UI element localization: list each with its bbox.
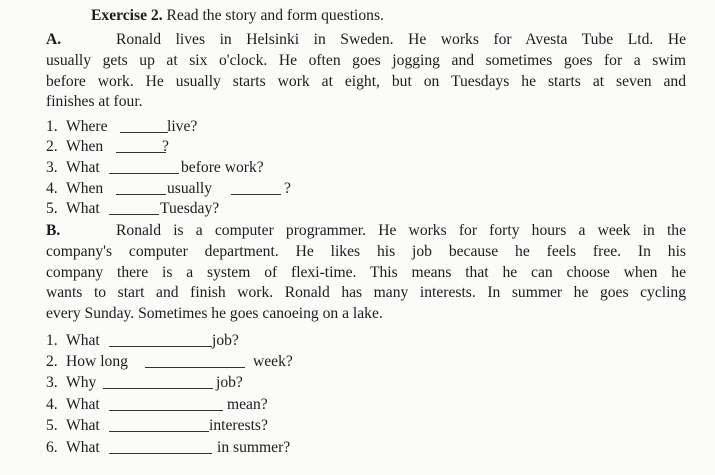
question-tail: live? — [167, 118, 198, 135]
question-start: What — [66, 332, 100, 349]
story-line-text: Ronald lives in Helsinki in Sweden. He works for Avesta Tube Ltd. He — [116, 31, 686, 48]
answer-blank[interactable] — [109, 396, 223, 411]
question-number: 5. — [46, 200, 58, 217]
story-line: company's computer department. He likes his job because he feels free. In his — [46, 242, 686, 260]
question-start: When — [66, 138, 104, 155]
question-number: 3. — [46, 159, 58, 176]
question-tail: mean? — [227, 396, 268, 413]
answer-blank[interactable] — [145, 353, 245, 368]
question-a-5 — [46, 199, 220, 219]
story-line: every Sunday. Sometimes he goes canoeing on a lake. — [46, 305, 383, 323]
story-line: before work. He usually starts work at eight, but on Tuesdays he starts at seven and — [46, 72, 686, 90]
answer-blank[interactable] — [231, 180, 281, 195]
exercise-title — [91, 6, 384, 26]
section-a-story — [46, 30, 686, 113]
answer-blank[interactable] — [120, 118, 168, 133]
story-line-text: Ronald is a computer programmer. He works for forty hours a week in the — [116, 222, 686, 239]
question-start: What — [66, 200, 100, 217]
question-tail: usually — [167, 180, 213, 197]
exercise-label: Exercise 2. — [91, 7, 163, 24]
question-a-4 — [46, 179, 291, 199]
question-b-1 — [46, 331, 239, 351]
question-tail: before work? — [181, 159, 264, 176]
question-number: 1. — [46, 118, 58, 135]
question-a-2 — [46, 137, 169, 157]
question-b-5 — [46, 416, 268, 436]
question-number: 4. — [46, 396, 58, 413]
question-start: What — [66, 417, 100, 434]
story-line: usually gets up at six o'clock. He often goes jogging and sometimes goes for a swim — [46, 51, 686, 69]
question-number: 5. — [46, 417, 58, 434]
exercise-instruction: Read the story and form questions. — [166, 7, 384, 24]
question-number: 2. — [46, 353, 58, 370]
question-tail: week? — [253, 353, 293, 370]
question-start: When — [66, 180, 104, 197]
answer-blank[interactable] — [116, 180, 166, 195]
question-tail: Tuesday? — [160, 200, 220, 217]
question-start: Where — [66, 118, 108, 135]
question-tail: job? — [212, 332, 239, 349]
question-b-4 — [46, 395, 268, 415]
answer-blank[interactable] — [109, 159, 179, 174]
question-number: 4. — [46, 180, 58, 197]
question-tail: interests? — [209, 417, 268, 434]
question-tail: job? — [216, 374, 243, 391]
answer-blank[interactable] — [116, 138, 166, 153]
question-a-3 — [46, 158, 264, 178]
section-a-label: A. — [46, 31, 62, 48]
question-tail: ? — [162, 138, 169, 155]
story-line: company there is a system of flexi-time. This means that he can choose when he — [46, 263, 686, 281]
section-b-story — [46, 221, 686, 325]
question-tail: in summer? — [217, 439, 291, 456]
section-b-label: B. — [46, 222, 61, 239]
question-tail: ? — [284, 180, 291, 197]
question-start: How long — [66, 353, 128, 370]
question-b-3 — [46, 373, 243, 393]
question-number: 1. — [46, 332, 58, 349]
answer-blank[interactable] — [103, 374, 213, 389]
answer-blank[interactable] — [109, 332, 212, 347]
story-line: wants to start and finish work. Ronald has many interests. In summer he goes cycling — [46, 284, 686, 302]
question-number: 3. — [46, 374, 58, 391]
question-number: 2. — [46, 138, 58, 155]
question-start: Why — [66, 374, 97, 391]
story-line — [46, 221, 686, 242]
answer-blank[interactable] — [109, 200, 159, 215]
question-start: What — [66, 439, 100, 456]
answer-blank[interactable] — [109, 439, 212, 454]
question-start: What — [66, 396, 100, 413]
question-b-2 — [46, 352, 293, 372]
question-start: What — [66, 159, 100, 176]
question-b-6 — [46, 438, 291, 458]
story-line: finishes at four. — [46, 93, 143, 111]
question-a-1 — [46, 117, 198, 137]
story-line — [46, 30, 686, 51]
question-number: 6. — [46, 439, 58, 456]
answer-blank[interactable] — [109, 417, 209, 432]
